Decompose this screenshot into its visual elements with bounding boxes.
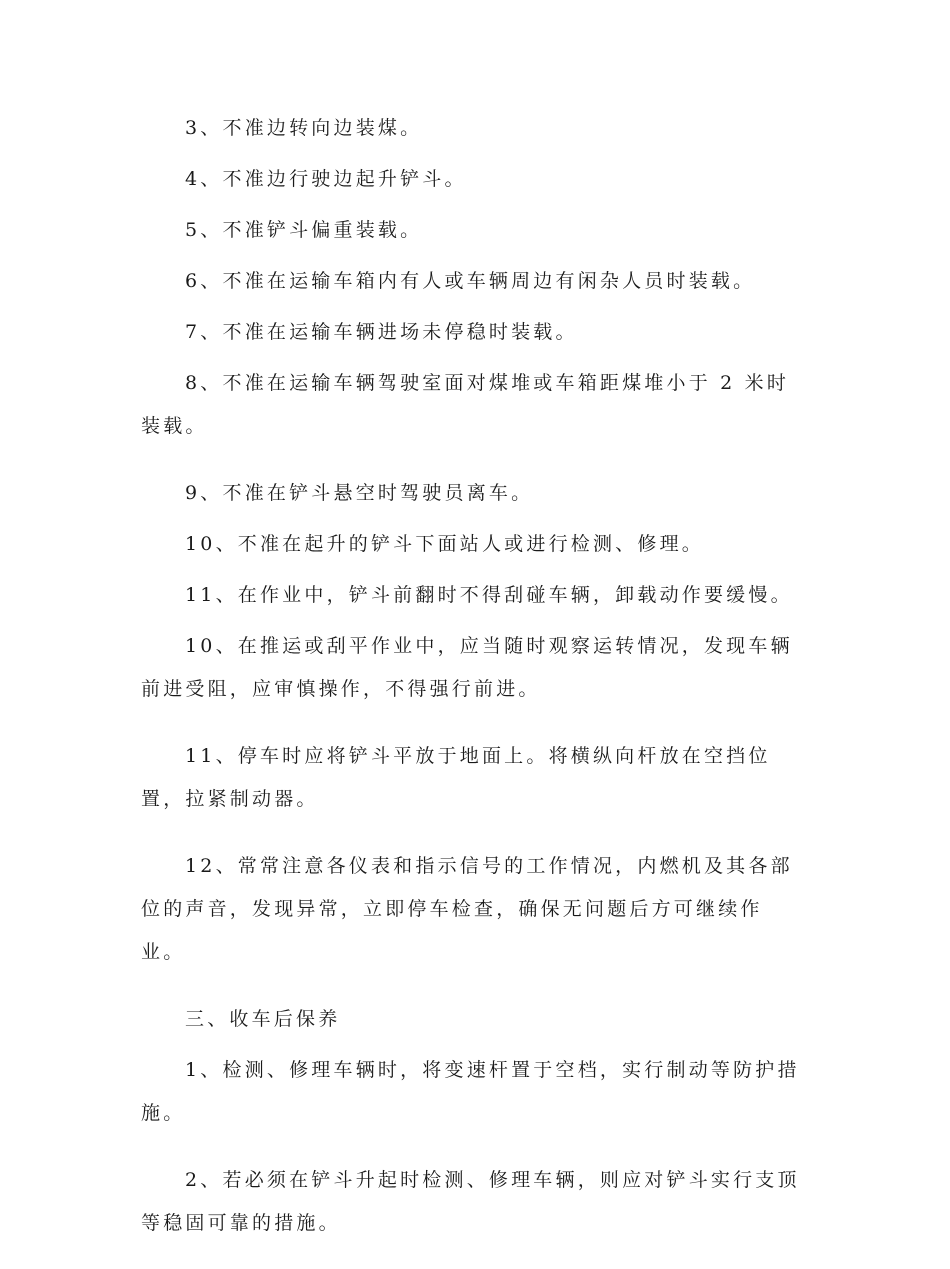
paragraph-item-7: 7、不准在运输车辆进场未停稳时装载。	[185, 321, 578, 343]
paragraph-item-12: 12、常常注意各仪表和指示信号的工作情况，内燃机及其各部位的声音，发现异常，立即停车检查，确保无问题后方可继续作业。	[141, 855, 793, 963]
paragraph-item-1: 1、检测、修理车辆时，将变速杆置于空档，实行制动等防护措施。	[141, 1059, 800, 1124]
paragraph-item-6: 6、不准在运输车箱内有人或车辆周边有闲杂人员时装载。	[185, 270, 756, 292]
paragraph-item-8: 8、不准在运输车辆驾驶室面对煤堆或车箱距煤堆小于 2 米时装载。	[141, 372, 790, 437]
document-body	[141, 107, 803, 1269]
paragraph-item-10: 10、不准在起升的铲斗下面站人或进行检测、修理。	[185, 533, 704, 555]
paragraph-item-11: 11、在作业中，铲斗前翻时不得刮碰车辆，卸载动作要缓慢。	[185, 584, 793, 606]
paragraph-item-5: 5、不准铲斗偏重装载。	[185, 219, 423, 241]
paragraph-item-9: 9、不准在铲斗悬空时驾驶员离车。	[185, 482, 534, 504]
paragraph-item-2: 2、若必须在铲斗升起时检测、修理车辆，则应对铲斗实行支顶等稳固可靠的措施。	[141, 1169, 800, 1234]
paragraph-item-3: 3、不准边转向边装煤。	[185, 117, 423, 139]
section-heading: 三、收车后保养	[185, 1008, 341, 1030]
paragraph-item-10b: 10、在推运或刮平作业中，应当随时观察运转情况，发现车辆前进受阻，应审慎操作，不得强行前进。	[141, 635, 793, 700]
paragraph-item-11b: 11、停车时应将铲斗平放于地面上。将横纵向杆放在空挡位置，拉紧制动器。	[141, 745, 771, 810]
paragraph-item-4: 4、不准边行驶边起升铲斗。	[185, 168, 467, 190]
